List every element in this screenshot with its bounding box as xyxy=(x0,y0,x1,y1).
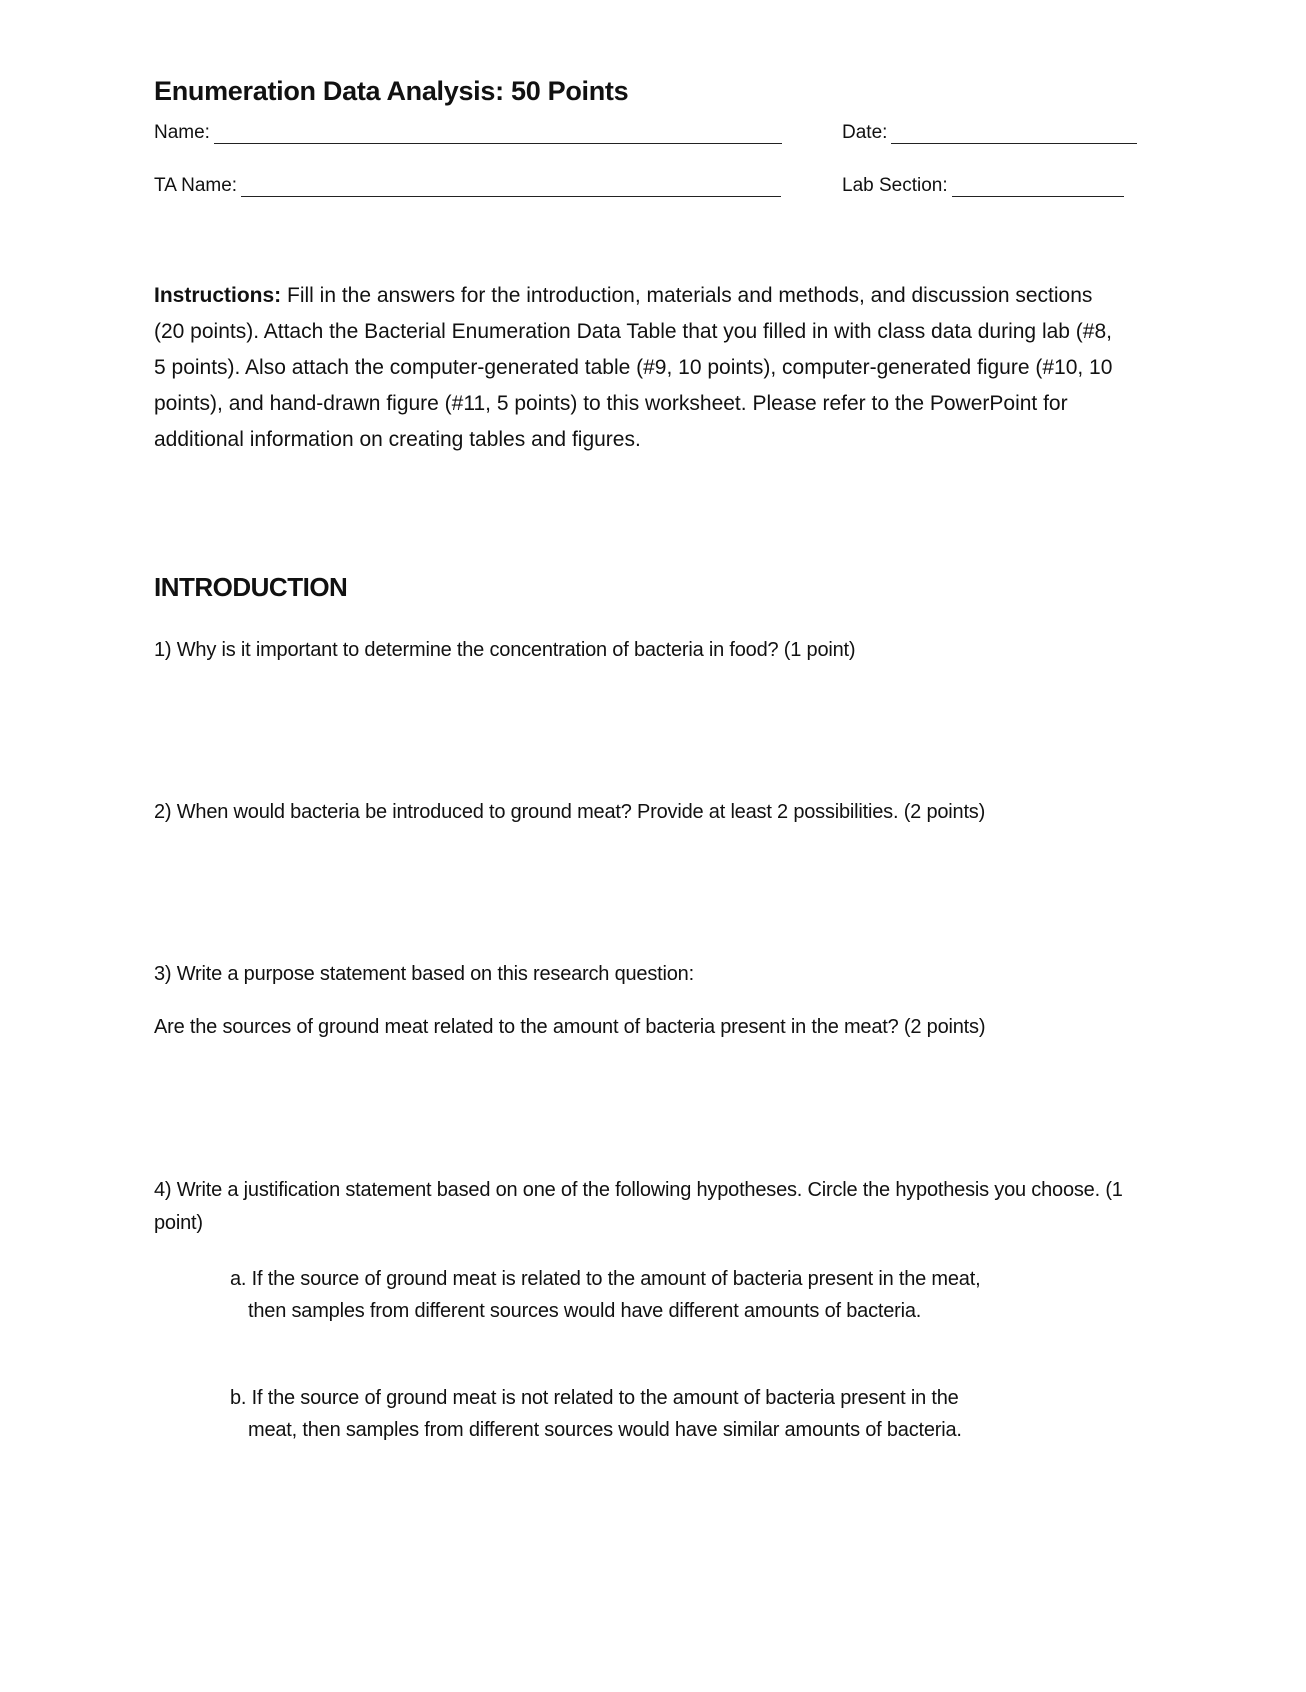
name-label: Name: xyxy=(154,122,210,143)
introduction-heading: INTRODUCTION xyxy=(154,572,348,602)
hypothesis-option-a: a. If the source of ground meat is related to the amount of bacteria present in the meat, then samples from different sources would have different amounts of bacteria. xyxy=(230,1268,981,1322)
lab-section-blank-line[interactable] xyxy=(952,178,1124,197)
lab-section-field xyxy=(842,175,1124,197)
date-blank-line[interactable] xyxy=(891,125,1137,144)
date-field xyxy=(842,122,1137,144)
question-4: 4) Write a justification statement based on one of the following hypotheses. Circle the hypothesis you choose. (1 point) xyxy=(154,1179,1123,1234)
question-3: 3) Write a purpose statement based on this research question: xyxy=(154,963,694,985)
name-blank-line[interactable] xyxy=(214,125,782,144)
instructions-paragraph xyxy=(154,278,1114,458)
question-2: 2) When would bacteria be introduced to ground meat? Provide at least 2 possibilities. (2 points) xyxy=(154,801,986,823)
page-title: Enumeration Data Analysis: 50 Points xyxy=(154,76,629,106)
name-field xyxy=(154,122,782,144)
research-question: Are the sources of ground meat related to the amount of bacteria present in the meat? (2 points) xyxy=(154,1016,986,1038)
instructions-label: Instructions: xyxy=(154,284,282,307)
lab-section-label: Lab Section: xyxy=(842,175,948,196)
ta-name-blank-line[interactable] xyxy=(241,178,781,197)
date-label: Date: xyxy=(842,122,888,143)
instructions-text: Fill in the answers for the introduction, materials and methods, and discussion sections (20 points). Attach the Bacterial Enumeration Data Table that you filled in with class data during lab (#8, 5 points). Also attach the computer-generated table (#9, 10 points), computer-generated figure (#10, 10 points), and hand-drawn figure (#11, 5 points) to this worksheet. Please refer to the PowerPoint for additional information on creating tables and figures. xyxy=(154,284,1113,451)
ta-name-field xyxy=(154,175,781,197)
question-1: 1) Why is it important to determine the concentration of bacteria in food? (1 point) xyxy=(154,639,856,661)
hypothesis-option-b: b. If the source of ground meat is not related to the amount of bacteria present in the meat, then samples from different sources would have similar amounts of bacteria. xyxy=(230,1387,962,1441)
ta-name-label: TA Name: xyxy=(154,175,238,196)
